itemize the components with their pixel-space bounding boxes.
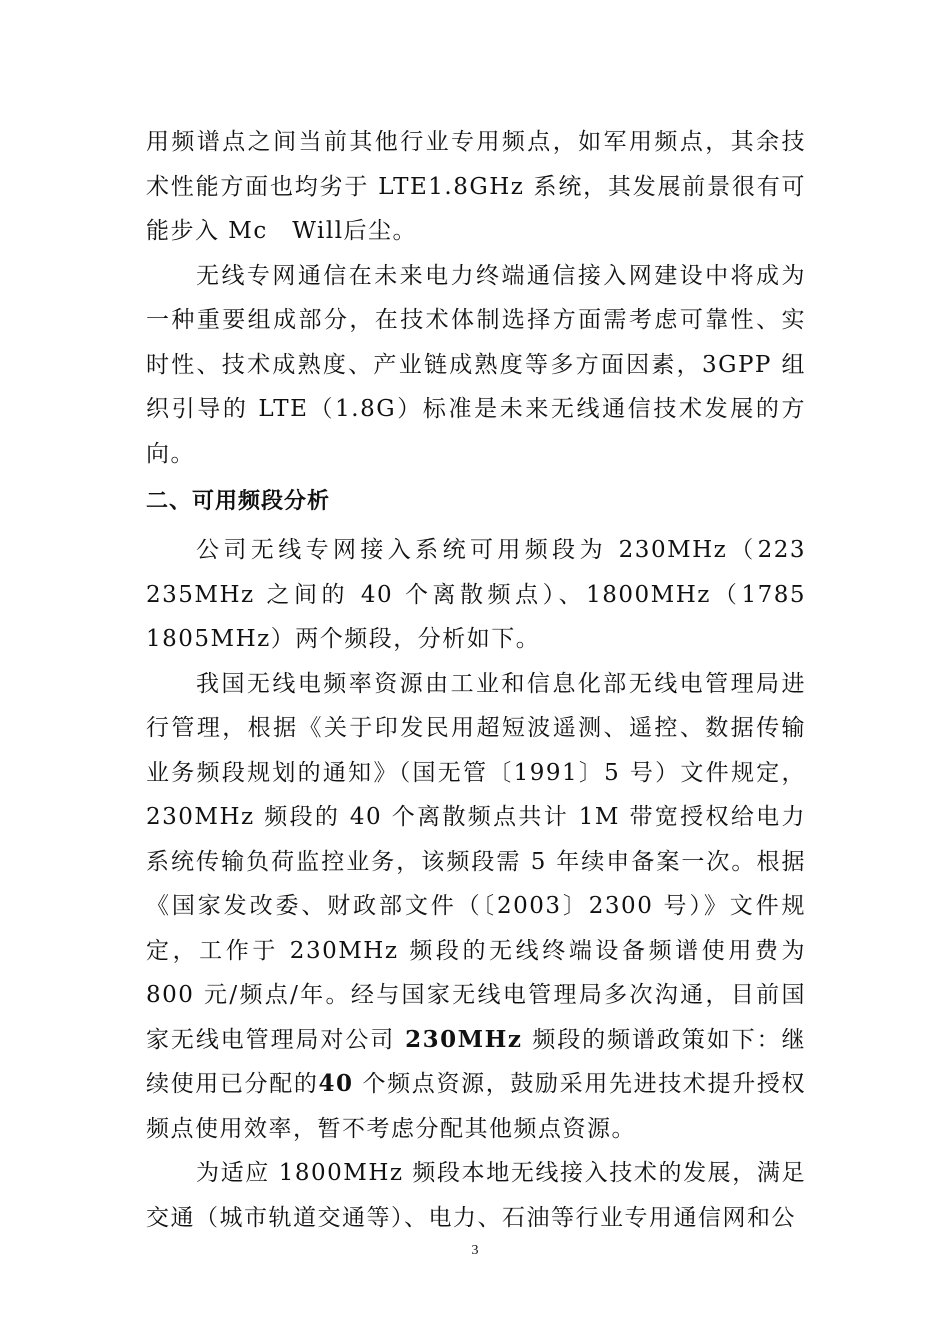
policy-bold-230mhz: 230MHz bbox=[395, 1025, 533, 1053]
paragraph-continuation: 用频谱点之间当前其他行业专用频点，如军用频点，其余技术性能方面也均劣于 LTE1.8GHz 系统，其发展前景很有可能步入 Mc Will后尘。 bbox=[146, 129, 806, 244]
paragraph-1800mhz: 为适应 1800MHz 频段本地无线接入技术的发展，满足交通（城市轨道交通等）、电力、石油等行业专用通信网和公 bbox=[146, 1160, 806, 1231]
policy-text-part3: 个频点资源，鼓励采用先进技术提升授权频点使用效率，暂不考虑分配其他频点资源。 bbox=[146, 1071, 807, 1142]
policy-text-part2: 频段的频谱政策如下：继续使用已分配的 bbox=[146, 1026, 807, 1097]
paragraph-available-bands: 公司无线专网接入系统可用频段为 230MHz（223 235MHz 之间的 40 个离散频点）、1800MHz（1785 1805MHz）两个频段，分析如下。 bbox=[146, 537, 831, 652]
document-body bbox=[146, 120, 831, 1240]
policy-bold-40: 40 bbox=[318, 1070, 354, 1097]
paragraph-spectrum-policy bbox=[146, 662, 806, 1152]
page-number: 3 bbox=[471, 1243, 479, 1258]
paragraph-wireless-private-network: 无线专网通信在未来电力终端通信接入网建设中将成为一种重要组成部分，在技术体制选择方面需考虑可靠性、实时性、技术成熟度、产业链成熟度等多方面因素，3GPP 组织引导的 LTE（1.8G）标准是未来无线通信技术发展的方向。 bbox=[146, 262, 806, 467]
section-heading: 二、可用频段分析 bbox=[146, 489, 331, 514]
policy-text-part1: 我国无线电频率资源由工业和信息化部无线电管理局进行管理，根据《关于印发民用超短波遥测、遥控、数据传输业务频段规划的通知》（国无管〔1991〕5 号）文件规定，230MHz 频段的 40 个离散频点共计 1M 带宽授权给电力系统传输负荷监控业务，该频段需 5 年续申备案一次。根据《国家发改委、财政部文件（〔2003〕2300 号）》文件规定，工作于 230MHz 频段的无线终端设备频谱使用费为 800 元/频点/年。经与国家无线电管理局多次沟通，目前国家无线电管理局对公司 bbox=[146, 670, 806, 1053]
